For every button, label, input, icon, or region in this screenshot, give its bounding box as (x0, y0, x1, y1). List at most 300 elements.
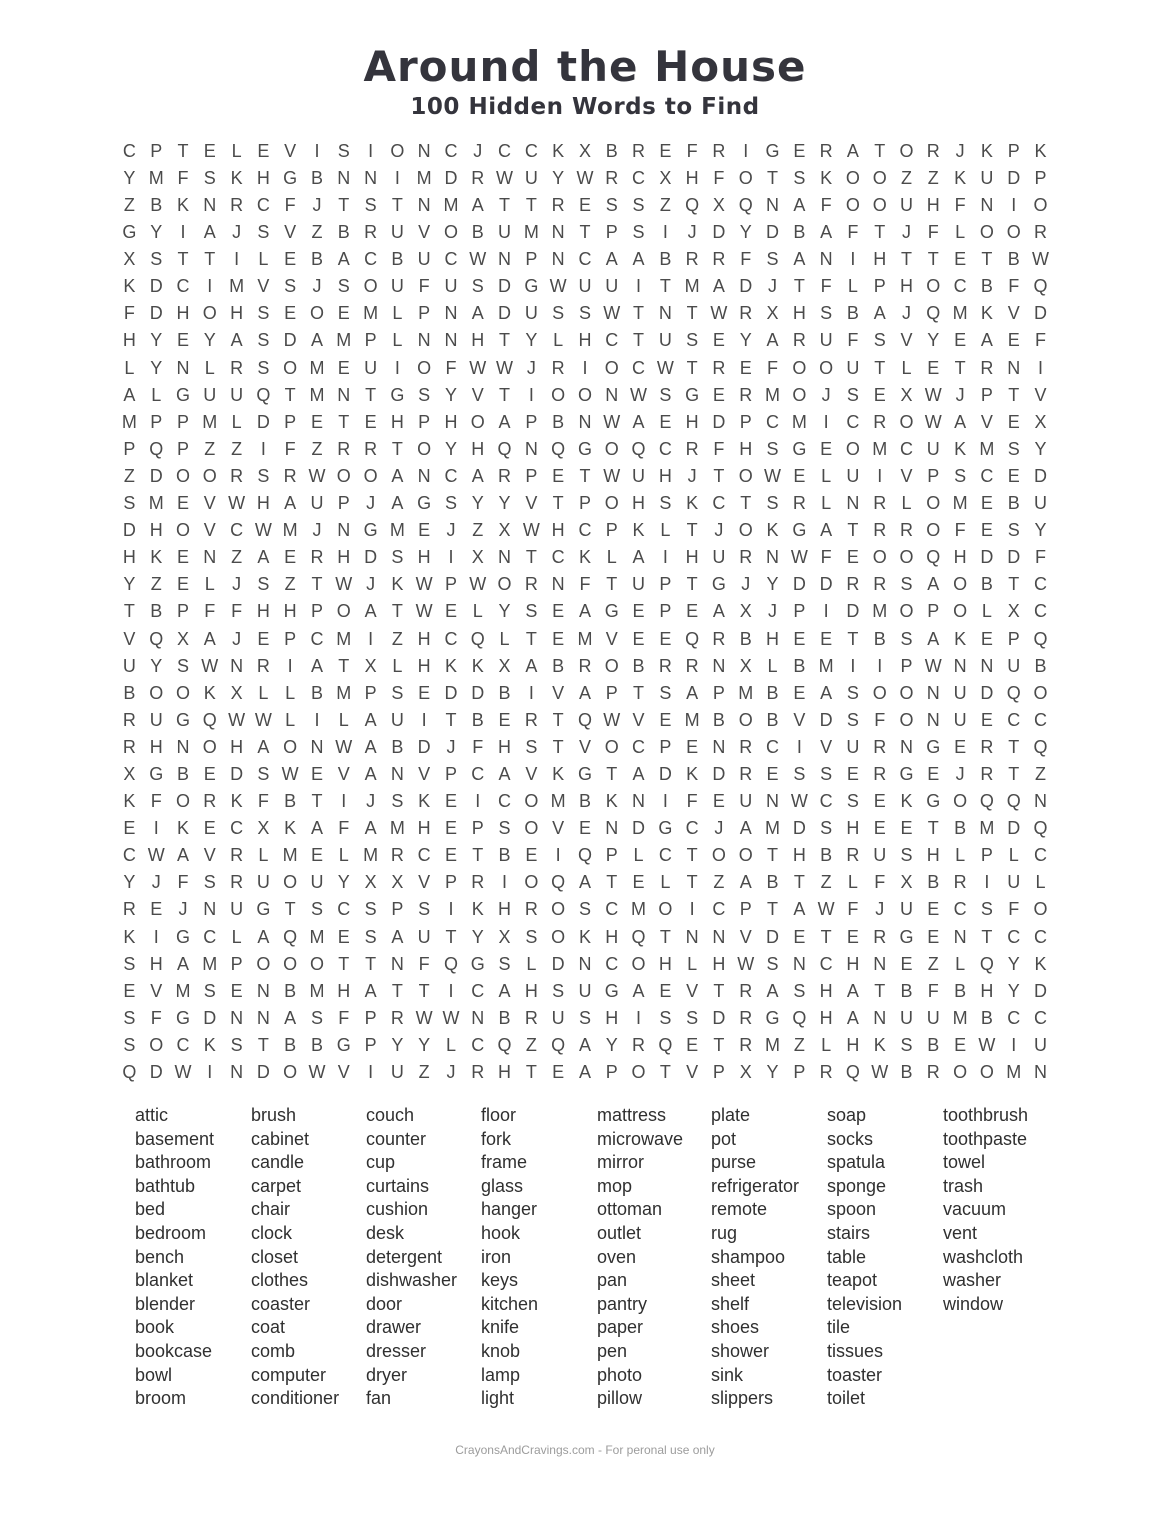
grid-cell: Q (1033, 736, 1048, 757)
grid-cell: B (498, 845, 511, 866)
grid-cell: H (632, 493, 646, 514)
grid-cell: C (230, 520, 244, 541)
grid-cell: N (417, 330, 431, 351)
grid-cell: S (846, 791, 859, 812)
grid-cell: Y (203, 330, 216, 351)
grid-cell: I (823, 601, 829, 622)
grid-cell: Z (793, 1034, 805, 1055)
grid-cell: Q (926, 303, 941, 324)
grid-cell: X (900, 384, 913, 405)
grid-cell: N (310, 736, 324, 757)
grid-cell: O (899, 709, 914, 730)
word-list-item: toothbrush (943, 1105, 1029, 1126)
grid-cell: Q (685, 628, 700, 649)
grid-cell: W (924, 411, 942, 432)
grid-cell: T (123, 601, 135, 622)
grid-cell: B (927, 1034, 940, 1055)
grid-cell: I (421, 709, 427, 730)
word-list-column (597, 1104, 711, 1411)
grid-cell: R (873, 926, 887, 947)
grid-cell: C (980, 465, 994, 486)
grid-cell: M (631, 899, 647, 920)
grid-cell: J (714, 520, 724, 541)
grid-cell: O (551, 926, 566, 947)
grid-cell: L (1008, 845, 1019, 866)
grid-cell: N (444, 303, 458, 324)
grid-cell: H (658, 465, 672, 486)
grid-cell: I (984, 872, 990, 893)
grid-cell: M (1006, 1062, 1022, 1083)
grid-cell: R (926, 1062, 940, 1083)
grid-cell: O (577, 384, 592, 405)
grid-cell: U (846, 465, 860, 486)
grid-cell: U (846, 736, 860, 757)
grid-cell: K (686, 493, 699, 514)
grid-cell: A (793, 249, 806, 270)
grid-cell: K (578, 547, 591, 568)
grid-cell: T (525, 547, 537, 568)
grid-cell: G (283, 167, 298, 188)
word-list-item: vacuum (943, 1199, 1007, 1220)
word-list-item: shoes (711, 1317, 760, 1338)
grid-cell: Y (391, 1034, 404, 1055)
grid-cell: Y (552, 167, 565, 188)
grid-cell: S (686, 1007, 699, 1028)
grid-cell: E (766, 763, 779, 784)
grid-cell: F (177, 872, 189, 893)
grid-cell: R (524, 899, 538, 920)
grid-cell: N (766, 791, 780, 812)
grid-cell: L (821, 493, 832, 514)
grid-cell: F (874, 872, 886, 893)
grid-cell: W (1031, 249, 1049, 270)
grid-cell: M (175, 980, 191, 1001)
grid-cell: I (1011, 1034, 1017, 1055)
grid-cell: U (498, 222, 512, 243)
grid-cell: V (525, 493, 538, 514)
grid-cell: T (793, 276, 805, 297)
grid-cell: K (954, 628, 967, 649)
grid-cell: L (204, 574, 215, 595)
grid-cell: W (308, 1062, 326, 1083)
grid-cell: E (927, 899, 940, 920)
grid-cell: F (820, 547, 832, 568)
grid-cell: T (284, 899, 296, 920)
grid-cell: P (873, 276, 886, 297)
grid-cell: N (578, 411, 592, 432)
grid-cell: L (285, 709, 296, 730)
grid-cell: N (498, 547, 512, 568)
grid-row (116, 788, 1054, 815)
word-list-item: television (827, 1293, 903, 1314)
grid-cell: C (176, 276, 190, 297)
grid-cell: O (926, 276, 941, 297)
word-list-item: socks (827, 1128, 874, 1149)
grid-cell: N (873, 953, 887, 974)
grid-cell: J (902, 222, 911, 243)
word-list-item: attic (135, 1105, 169, 1126)
grid-cell: H (658, 953, 672, 974)
grid-cell: S (846, 709, 859, 730)
grid-cell: U (980, 167, 994, 188)
grid-cell: Y (498, 601, 511, 622)
grid-cell: Q (497, 438, 512, 459)
grid-cell: R (632, 140, 646, 161)
grid-cell: C (444, 249, 458, 270)
grid-cell: S (793, 167, 806, 188)
grid-cell: P (659, 574, 672, 595)
grid-cell: Z (472, 520, 484, 541)
grid-cell: Y (1034, 520, 1047, 541)
grid-cell: U (524, 303, 538, 324)
grid-cell: F (927, 222, 939, 243)
grid-cell: O (899, 140, 914, 161)
grid-cell: T (311, 574, 323, 595)
grid-cell: C (498, 140, 512, 161)
grid-cell: A (257, 547, 270, 568)
grid-cell: S (820, 818, 833, 839)
grid-cell: Q (792, 1007, 807, 1028)
grid-cell: G (685, 384, 700, 405)
grid-cell: J (687, 222, 697, 243)
grid-cell: C (1007, 709, 1021, 730)
grid-cell: M (952, 493, 968, 514)
grid-cell: O (256, 953, 271, 974)
grid-cell: I (368, 1062, 374, 1083)
grid-cell: T (177, 249, 189, 270)
grid-cell: D (256, 1062, 270, 1083)
grid-cell: A (364, 763, 377, 784)
grid-cell: Q (551, 1034, 566, 1055)
grid-cell: B (820, 845, 833, 866)
grid-cell: U (390, 276, 404, 297)
grid-cell: U (900, 195, 913, 216)
grid-cell: B (150, 195, 163, 216)
word-search-grid (116, 138, 1054, 1086)
grid-cell: A (364, 736, 377, 757)
grid-cell: R (873, 574, 887, 595)
grid-cell: J (366, 493, 376, 514)
grid-cell: G (149, 763, 164, 784)
word-list-item: toilet (827, 1388, 866, 1409)
footer-credit: CrayonsAndCravings.com - For peronal use only (455, 1443, 715, 1457)
grid-cell: H (149, 953, 163, 974)
grid-cell: P (364, 682, 377, 703)
grid-row (116, 924, 1054, 951)
word-list-column (481, 1104, 597, 1411)
grid-cell: H (256, 167, 270, 188)
grid-cell: B (980, 574, 993, 595)
grid-cell: U (926, 438, 940, 459)
grid-cell: U (578, 276, 592, 297)
grid-cell: T (659, 276, 671, 297)
grid-cell: E (980, 493, 993, 514)
word-list-column (711, 1104, 827, 1411)
grid-cell: E (176, 330, 189, 351)
grid-cell: S (900, 1034, 913, 1055)
grid-cell: E (659, 140, 672, 161)
grid-cell: P (123, 438, 136, 459)
grid-cell: E (310, 845, 323, 866)
grid-cell: W (254, 709, 272, 730)
grid-cell: M (765, 818, 781, 839)
grid-cell: E (686, 1034, 699, 1055)
grid-cell: Z (418, 1062, 430, 1083)
grid-cell: W (603, 465, 621, 486)
grid-cell: H (712, 953, 726, 974)
grid-cell: A (364, 601, 377, 622)
grid-cell: N (444, 330, 458, 351)
grid-cell: E (444, 845, 457, 866)
grid-cell: Y (1007, 953, 1020, 974)
word-list-item: desk (366, 1223, 405, 1244)
grid-cell: N (551, 222, 565, 243)
grid-cell: G (417, 493, 432, 514)
grid-cell: R (364, 222, 378, 243)
grid-cell: S (123, 1034, 136, 1055)
grid-cell: M (738, 682, 754, 703)
grid-cell: E (846, 926, 859, 947)
grid-cell: L (445, 1034, 456, 1055)
grid-cell: C (310, 628, 324, 649)
grid-cell: W (201, 655, 219, 676)
grid-cell: N (337, 520, 351, 541)
grid-cell: M (148, 167, 164, 188)
grid-cell: T (901, 249, 912, 270)
grid-cell: A (498, 980, 511, 1001)
grid-cell: B (846, 303, 859, 324)
grid-cell: T (874, 140, 886, 161)
grid-cell: O (336, 601, 351, 622)
grid-cell: N (605, 384, 619, 405)
word-list-item: microwave (597, 1128, 684, 1149)
grid-row (116, 1005, 1054, 1032)
grid-cell: Q (283, 926, 298, 947)
grid-cell: A (873, 303, 886, 324)
grid-cell: U (417, 926, 431, 947)
word-list-item: bookcase (135, 1341, 213, 1361)
grid-cell: O (738, 845, 753, 866)
grid-cell: A (739, 872, 752, 893)
grid-cell: X (712, 195, 725, 216)
grid-cell: D (792, 818, 806, 839)
grid-cell: C (471, 1034, 485, 1055)
grid-cell: M (282, 845, 298, 866)
grid-cell: P (418, 411, 431, 432)
grid-cell: T (686, 357, 698, 378)
grid-cell: S (257, 222, 270, 243)
grid-cell: G (604, 980, 619, 1001)
grid-cell: R (953, 872, 967, 893)
word-list-item: pillow (597, 1388, 643, 1409)
grid-cell: I (850, 249, 856, 270)
grid-cell: Q (443, 953, 458, 974)
grid-cell: Q (256, 384, 271, 405)
grid-cell: H (337, 980, 351, 1001)
grid-cell: F (954, 195, 966, 216)
grid-cell: H (283, 601, 297, 622)
grid-cell: A (310, 818, 323, 839)
grid-cell: F (231, 601, 243, 622)
grid-row (116, 327, 1054, 354)
grid-cell: B (766, 709, 779, 730)
grid-cell: B (1007, 493, 1020, 514)
grid-cell: P (659, 736, 672, 757)
grid-cell: I (207, 1062, 213, 1083)
grid-cell: H (578, 330, 592, 351)
grid-cell: G (899, 763, 914, 784)
grid-row (116, 517, 1054, 544)
grid-cell: R (873, 763, 887, 784)
grid-cell: V (793, 709, 806, 730)
grid-cell: Y (766, 574, 779, 595)
grid-cell: R (739, 1007, 753, 1028)
grid-cell: O (443, 222, 458, 243)
grid-cell: F (1034, 547, 1046, 568)
grid-cell: R (685, 438, 699, 459)
grid-cell: T (311, 791, 323, 812)
grid-cell: R (256, 655, 270, 676)
word-list-item: hanger (481, 1199, 538, 1220)
grid-cell: S (364, 195, 377, 216)
grid-cell: C (364, 249, 378, 270)
word-list-item: mirror (597, 1152, 644, 1173)
grid-cell: J (821, 384, 831, 405)
grid-cell: P (444, 574, 457, 595)
grid-cell: E (552, 601, 565, 622)
grid-cell: P (1007, 140, 1020, 161)
grid-cell: Q (149, 628, 164, 649)
word-list-column (366, 1104, 481, 1411)
grid-cell: Z (204, 438, 216, 459)
grid-cell: T (391, 601, 403, 622)
grid-cell: T (713, 1034, 725, 1055)
grid-cell: A (712, 276, 725, 297)
grid-cell: C (605, 953, 619, 974)
word-list-item: dishwasher (366, 1270, 458, 1291)
grid-row (116, 300, 1054, 327)
word-list-item: teapot (827, 1270, 878, 1291)
word-list-item: basement (135, 1128, 215, 1149)
grid-cell: J (232, 628, 242, 649)
grid-cell: Z (150, 574, 162, 595)
word-list-item: washcloth (943, 1246, 1024, 1267)
grid-cell: S (310, 1007, 323, 1028)
grid-cell: M (202, 411, 218, 432)
grid-cell: N (203, 195, 217, 216)
grid-cell: B (391, 736, 404, 757)
grid-cell: J (312, 195, 322, 216)
grid-cell: H (766, 628, 780, 649)
grid-cell: N (766, 547, 780, 568)
grid-cell: F (418, 276, 430, 297)
grid-cell: A (176, 845, 189, 866)
grid-cell: C (632, 736, 646, 757)
grid-cell: L (553, 330, 564, 351)
grid-cell: I (314, 709, 320, 730)
grid-cell: L (258, 682, 269, 703)
grid-cell: C (203, 926, 217, 947)
grid-cell: Z (713, 872, 725, 893)
grid-cell: S (846, 384, 859, 405)
grid-cell: M (282, 520, 298, 541)
grid-cell: R (685, 655, 699, 676)
grid-cell: O (1006, 222, 1021, 243)
grid-cell: Y (150, 655, 163, 676)
grid-cell: R (524, 574, 538, 595)
grid-cell: A (632, 547, 645, 568)
grid-cell: H (176, 303, 190, 324)
grid-cell: K (123, 926, 136, 947)
grid-cell: R (230, 845, 244, 866)
grid-cell: H (149, 520, 163, 541)
grid-cell: E (284, 249, 297, 270)
word-list-item: coaster (251, 1293, 311, 1314)
grid-cell: N (980, 195, 994, 216)
word-list-item: mattress (597, 1105, 667, 1126)
grid-cell: S (257, 763, 270, 784)
grid-cell: H (685, 547, 699, 568)
grid-cell: F (284, 438, 296, 459)
grid-cell: I (662, 547, 668, 568)
grid-cell: S (578, 899, 591, 920)
grid-cell: A (927, 628, 940, 649)
grid-cell: H (417, 628, 431, 649)
grid-cell: K (766, 520, 779, 541)
grid-cell: R (658, 655, 672, 676)
grid-cell: C (1033, 601, 1047, 622)
grid-cell: R (337, 438, 351, 459)
grid-cell: A (766, 330, 779, 351)
grid-cell: W (603, 709, 621, 730)
grid-cell: W (790, 791, 808, 812)
grid-cell: M (577, 628, 593, 649)
grid-cell: X (123, 249, 136, 270)
grid-cell: Z (901, 167, 912, 188)
grid-cell: V (284, 140, 297, 161)
grid-cell: W (603, 303, 621, 324)
grid-cell: W (871, 1062, 889, 1083)
grid-cell: M (121, 411, 137, 432)
word-list-item: spoon (827, 1199, 877, 1220)
grid-cell: K (980, 303, 993, 324)
grid-cell: A (793, 195, 806, 216)
grid-cell: C (256, 195, 270, 216)
grid-cell: T (686, 872, 698, 893)
grid-cell: P (176, 601, 189, 622)
grid-cell: S (659, 1007, 672, 1028)
grid-cell: L (231, 411, 242, 432)
grid-cell: T (472, 845, 484, 866)
grid-cell: N (176, 357, 190, 378)
grid-cell: U (953, 709, 967, 730)
grid-cell: L (901, 357, 912, 378)
grid-cell: A (230, 330, 243, 351)
grid-cell: U (364, 357, 378, 378)
grid-cell: J (151, 872, 161, 893)
grid-cell: W (496, 357, 514, 378)
grid-cell: A (578, 601, 591, 622)
grid-cell: M (336, 330, 352, 351)
word-list-item: pantry (597, 1293, 648, 1314)
grid-cell: J (955, 140, 965, 161)
grid-cell: B (712, 709, 725, 730)
grid-cell: I (1011, 195, 1017, 216)
grid-cell: T (686, 574, 698, 595)
grid-cell: O (738, 709, 753, 730)
grid-cell: I (877, 655, 883, 676)
grid-cell: T (633, 330, 645, 351)
